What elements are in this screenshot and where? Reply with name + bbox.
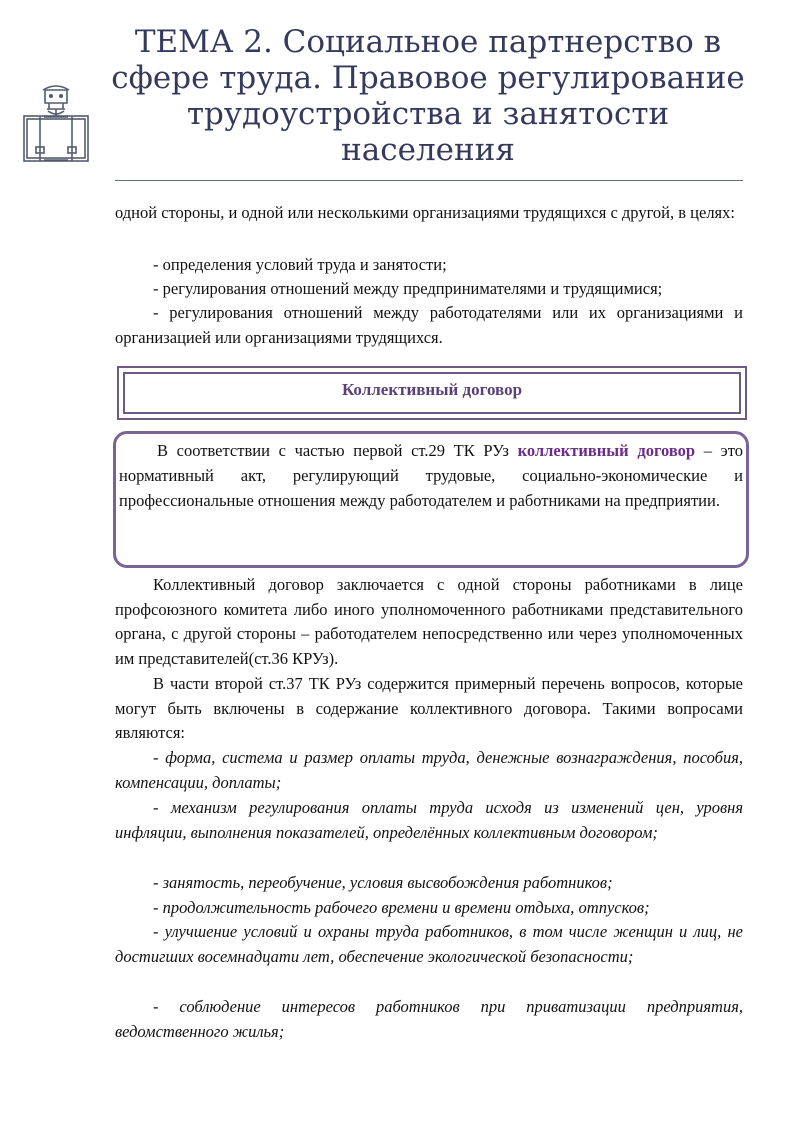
paragraph: - регулирования отношений между работодателями или их организациями и организацией или организациями трудящихся. (115, 303, 743, 347)
list-item: - продолжительность рабочего времени и времени отдыха, отпусков; (153, 898, 650, 917)
list-item: - занятость, переобучение, условия высвобождения работников; (153, 873, 613, 892)
definition-lead: В соответствии с частью первой ст.29 ТК РУз (157, 441, 518, 460)
page-title: ТЕМА 2. Социальное партнерство в сфере труда. Правовое регулирование трудоустройства и занятости населения (111, 24, 745, 168)
title-divider (115, 180, 743, 181)
paragraph: одной стороны, и одной или несколькими организациями трудящихся с другой, в целях: (115, 203, 735, 222)
list-item: - соблюдение интересов работников при приватизации предприятия, ведомственного жилья; (115, 997, 743, 1041)
list-item: - механизм регулирования оплаты труда исходя из изменений цен, уровня инфляции, выполнения показателей, определённых коллективным договором; (115, 798, 743, 842)
list-item: - форма, система и размер оплаты труда, денежные вознаграждения, пособия, компенсации, доплаты; (115, 748, 743, 792)
definition-body: – это нормативный акт, регулирующий трудовые, социально-экономические и профессиональные отношения между работодателем и работниками на предприятии. (119, 441, 744, 510)
worker-briefcase-icon (18, 84, 94, 164)
list-item: - улучшение условий и охраны труда работников, в том числе женщин и лиц, не достигших восемнадцати лет, обеспечение экологической безопасности; (115, 922, 743, 966)
definition-term: коллективный договор (517, 441, 696, 460)
paragraph: Коллективный договор заключается с одной стороны работниками в лице профсоюзного комитета либо иного уполномоченного работниками представительного органа, с другой стороны – работодателем непосредственно или через уполномоченных им представителей(ст.36 КРУз). (115, 575, 743, 668)
paragraph: - определения условий труда и занятости; (153, 255, 447, 274)
definition-box (113, 431, 749, 568)
paragraph: - регулирования отношений между предпринимателями и трудящимися; (153, 279, 663, 298)
definition-text (119, 438, 743, 513)
paragraph: В части второй ст.37 ТК РУз содержится примерный перечень вопросов, которые могут быть включены в содержание коллективного договора. Такими вопросами являются: (115, 674, 743, 742)
section-heading: Коллективный договор (341, 380, 523, 399)
section-heading-box (117, 366, 747, 420)
